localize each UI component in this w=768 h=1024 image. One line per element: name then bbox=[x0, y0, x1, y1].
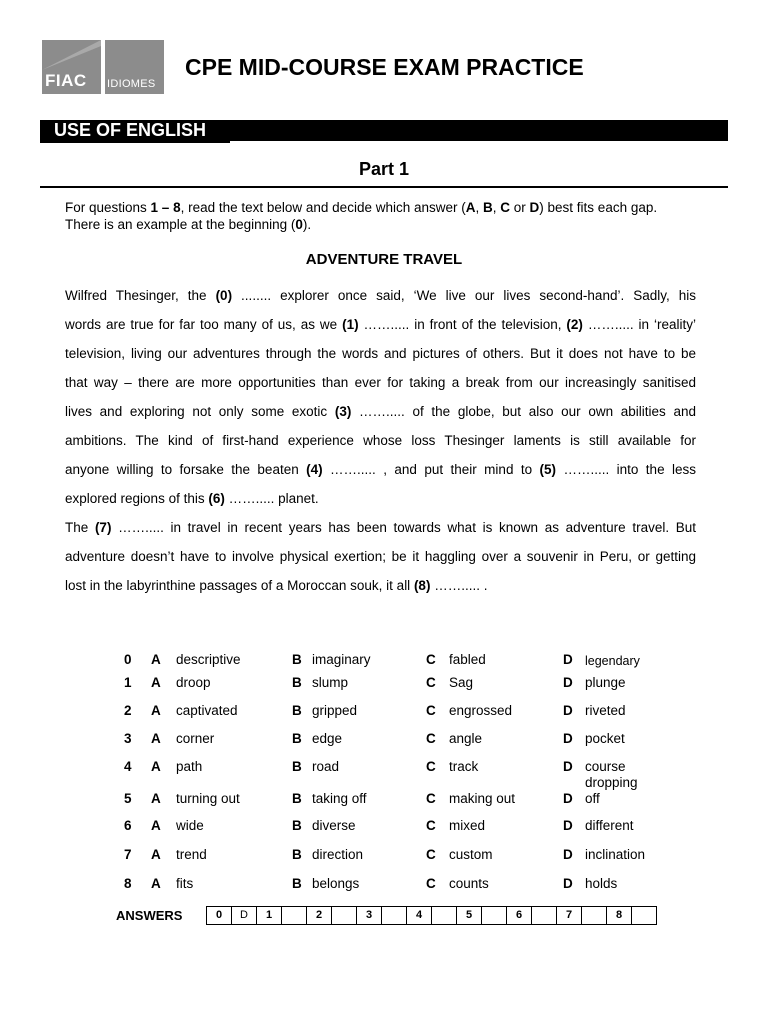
passage-text: ……..... . bbox=[430, 578, 488, 593]
answer-box[interactable] bbox=[632, 907, 656, 924]
option-b: edge bbox=[312, 731, 343, 746]
gap-number: (1) bbox=[342, 317, 359, 332]
gap-number: (5) bbox=[539, 462, 557, 477]
instr-range: 1 – 8 bbox=[150, 200, 181, 215]
answer-number-cell: 1 bbox=[257, 907, 282, 924]
instructions-line-1 bbox=[65, 199, 705, 216]
passage-text: ambitions. The kind of first-hand experience whose loss Thesinger laments is still available for bbox=[65, 433, 696, 448]
option-a: path bbox=[176, 759, 203, 774]
option-letter-d: D bbox=[563, 791, 573, 806]
passage bbox=[65, 285, 696, 605]
passage-text: explored regions of this bbox=[65, 491, 209, 506]
option-letter-b: B bbox=[292, 703, 302, 718]
option-letter-d: D bbox=[563, 703, 573, 718]
section-label: USE OF ENGLISH bbox=[54, 120, 207, 140]
passage-line bbox=[65, 546, 696, 575]
option-letter-c: C bbox=[426, 759, 436, 774]
option-b: belongs bbox=[312, 876, 360, 891]
option-a: captivated bbox=[176, 703, 238, 718]
answer-box[interactable] bbox=[582, 907, 607, 924]
option-c: Sag bbox=[449, 675, 474, 690]
passage-text: ……..... of the globe, but also our own abilities and bbox=[351, 404, 696, 419]
answer-box[interactable] bbox=[282, 907, 307, 924]
option-c: custom bbox=[449, 847, 493, 862]
passage-text: anyone willing to forsake the beaten bbox=[65, 462, 307, 477]
passage-text: ……..... in front of the television, bbox=[358, 317, 567, 332]
option-a: fits bbox=[176, 876, 194, 891]
option-c: angle bbox=[449, 731, 483, 746]
option-b: gripped bbox=[312, 703, 358, 718]
option-letter-a: A bbox=[151, 731, 161, 746]
instr-text: ). bbox=[302, 217, 312, 232]
passage-line bbox=[65, 517, 696, 546]
answer-number-cell: 6 bbox=[507, 907, 532, 924]
logo-left-panel bbox=[42, 40, 101, 94]
passage-line bbox=[65, 488, 696, 517]
option-letter-d: D bbox=[563, 731, 573, 746]
option-letter-b: B bbox=[292, 652, 302, 667]
option-b: taking off bbox=[312, 791, 367, 806]
instr-letter-c: C bbox=[500, 200, 511, 215]
option-a: corner bbox=[176, 731, 215, 746]
option-d: legendary bbox=[585, 654, 640, 668]
option-a: wide bbox=[176, 818, 204, 833]
option-d: plunge bbox=[585, 675, 626, 690]
passage-text: ……..... , and put their mind to bbox=[322, 462, 540, 477]
option-d: holds bbox=[585, 876, 618, 891]
passage-text: Wilfred Thesinger, the bbox=[65, 288, 216, 303]
answer-box[interactable] bbox=[432, 907, 457, 924]
option-c: mixed bbox=[449, 818, 486, 833]
answer-number-cell: 8 bbox=[607, 907, 632, 924]
passage-line bbox=[65, 430, 696, 459]
option-letter-b: B bbox=[292, 818, 302, 833]
option-letter-b: B bbox=[292, 791, 302, 806]
instr-text: or bbox=[510, 200, 530, 215]
option-letter-c: C bbox=[426, 675, 436, 690]
option-d: off bbox=[585, 791, 600, 806]
answer-box[interactable] bbox=[482, 907, 507, 924]
gap-number: (6) bbox=[208, 491, 225, 506]
answer-number-cell: 0 bbox=[207, 907, 232, 924]
passage-line bbox=[65, 401, 696, 430]
gap-number: (3) bbox=[334, 404, 352, 419]
passage-text: lost in the labyrinthine passages of a Moroccan souk, it all bbox=[65, 578, 414, 593]
instr-letter-d: D bbox=[529, 200, 540, 215]
option-a: turning out bbox=[176, 791, 240, 806]
option-letter-d: D bbox=[563, 818, 573, 833]
logo-stripe bbox=[42, 40, 101, 70]
option-letter-a: A bbox=[151, 847, 161, 862]
question-number: 5 bbox=[124, 791, 132, 806]
option-a: droop bbox=[176, 675, 211, 690]
passage-line bbox=[65, 285, 696, 314]
passage-text: ……..... into the less bbox=[556, 462, 696, 477]
question-number: 2 bbox=[124, 703, 132, 718]
passage-line bbox=[65, 372, 696, 401]
question-number: 1 bbox=[124, 675, 132, 690]
option-a: descriptive bbox=[176, 652, 241, 667]
gap-number: (7) bbox=[94, 520, 112, 535]
option-letter-c: C bbox=[426, 703, 436, 718]
option-letter-b: B bbox=[292, 876, 302, 891]
option-letter-a: A bbox=[151, 759, 161, 774]
option-letter-a: A bbox=[151, 652, 161, 667]
instr-text: , bbox=[492, 200, 501, 215]
passage-text: adventure doesn’t have to involve physical exertion; be it haggling over a souvenir in Peru, or getting bbox=[65, 549, 696, 564]
instr-text: , read the text below and decide which answer ( bbox=[180, 200, 466, 215]
option-c: engrossed bbox=[449, 703, 513, 718]
section-bar bbox=[40, 120, 728, 141]
option-c: making out bbox=[449, 791, 516, 806]
question-number: 4 bbox=[124, 759, 132, 774]
instructions bbox=[65, 199, 705, 233]
passage-line bbox=[65, 314, 696, 343]
option-letter-d: D bbox=[563, 759, 573, 774]
gap-number: (4) bbox=[306, 462, 323, 477]
instr-text: , bbox=[475, 200, 484, 215]
option-letter-c: C bbox=[426, 731, 436, 746]
logo-idiomes-text: IDIOMES bbox=[107, 78, 156, 90]
part-divider bbox=[40, 186, 728, 188]
option-letter-a: A bbox=[151, 675, 161, 690]
logo-fiac-text: FIAC bbox=[45, 71, 87, 90]
option-letter-c: C bbox=[426, 847, 436, 862]
passage-line bbox=[65, 575, 696, 605]
answer-number-cell: 3 bbox=[357, 907, 382, 924]
answer-grid bbox=[206, 906, 657, 925]
answer-box[interactable]: D bbox=[232, 907, 257, 924]
option-d: pocket bbox=[585, 731, 625, 746]
option-c: counts bbox=[449, 876, 489, 891]
answer-box[interactable] bbox=[532, 907, 557, 924]
option-b: road bbox=[312, 759, 340, 774]
answer-number-cell: 2 bbox=[307, 907, 332, 924]
passage-line bbox=[65, 343, 696, 372]
answer-number-cell: 4 bbox=[407, 907, 432, 924]
option-c: track bbox=[449, 759, 479, 774]
page-title: CPE MID-COURSE EXAM PRACTICE bbox=[185, 54, 584, 80]
option-d: riveted bbox=[585, 703, 626, 718]
instr-letter-a: A bbox=[465, 200, 476, 215]
passage-text: ……..... in ‘reality’ bbox=[582, 317, 696, 332]
option-d: different bbox=[585, 818, 634, 833]
option-letter-b: B bbox=[292, 675, 302, 690]
question-number: 3 bbox=[124, 731, 132, 746]
option-letter-a: A bbox=[151, 703, 161, 718]
logo-right-panel bbox=[105, 40, 164, 94]
question-number: 6 bbox=[124, 818, 132, 833]
instr-letter-b: B bbox=[483, 200, 493, 215]
answers-label: ANSWERS bbox=[116, 908, 183, 923]
instr-text: There is an example at the beginning ( bbox=[65, 217, 296, 232]
passage-text: lives and exploring not only some exotic bbox=[65, 404, 335, 419]
instructions-line-2 bbox=[65, 216, 705, 233]
gap-number: (2) bbox=[566, 317, 583, 332]
option-letter-b: B bbox=[292, 731, 302, 746]
option-d-line1: dropping bbox=[585, 775, 638, 790]
option-c: fabled bbox=[449, 652, 486, 667]
option-letter-d: D bbox=[563, 675, 573, 690]
passage-text: ........ explorer once said, ‘We live our lives second-hand’. Sadly, his bbox=[232, 288, 696, 303]
option-letter-b: B bbox=[292, 847, 302, 862]
option-letter-b: B bbox=[292, 759, 302, 774]
option-d: course bbox=[585, 759, 626, 774]
gap-number: (8) bbox=[413, 578, 431, 593]
option-d: inclination bbox=[585, 847, 646, 862]
option-letter-a: A bbox=[151, 818, 161, 833]
part-title: Part 1 bbox=[358, 159, 410, 179]
option-letter-c: C bbox=[426, 652, 436, 667]
question-number: 8 bbox=[124, 876, 132, 891]
instr-text: ) best fits each gap. bbox=[539, 200, 658, 215]
passage-text: that way – there are more opportunities than ever for taking a break from our increasingly sanitised bbox=[65, 375, 696, 390]
passage-text: words are true for far too many of us, as we bbox=[65, 317, 343, 332]
question-number: 0 bbox=[124, 652, 132, 667]
option-letter-c: C bbox=[426, 818, 436, 833]
instr-text: For questions bbox=[65, 200, 151, 215]
passage-line bbox=[65, 459, 696, 488]
fiac-idiomes-logo bbox=[42, 40, 164, 94]
option-letter-a: A bbox=[151, 791, 161, 806]
answer-box[interactable] bbox=[332, 907, 357, 924]
option-letter-a: A bbox=[151, 876, 161, 891]
answer-number-cell: 7 bbox=[557, 907, 582, 924]
instr-example-num: 0 bbox=[295, 217, 303, 232]
passage-text: television, living our adventures through the words and pictures of others. But it does not have to be bbox=[65, 346, 696, 361]
text-title: ADVENTURE TRAVEL bbox=[305, 251, 463, 268]
gap-number: (0) bbox=[215, 288, 233, 303]
passage-text: ……..... planet. bbox=[224, 491, 319, 506]
passage-text: ……..... in travel in recent years has been towards what is known as adventure travel. But bbox=[111, 520, 697, 535]
option-b: imaginary bbox=[312, 652, 371, 667]
question-number: 7 bbox=[124, 847, 132, 862]
option-letter-d: D bbox=[563, 652, 573, 667]
option-b: slump bbox=[312, 675, 349, 690]
option-letter-c: C bbox=[426, 876, 436, 891]
passage-text: The bbox=[65, 520, 95, 535]
option-b: diverse bbox=[312, 818, 356, 833]
answer-box[interactable] bbox=[382, 907, 407, 924]
answer-number-cell: 5 bbox=[457, 907, 482, 924]
option-a: trend bbox=[176, 847, 207, 862]
option-b: direction bbox=[312, 847, 364, 862]
option-letter-d: D bbox=[563, 876, 573, 891]
option-letter-c: C bbox=[426, 791, 436, 806]
option-letter-d: D bbox=[563, 847, 573, 862]
